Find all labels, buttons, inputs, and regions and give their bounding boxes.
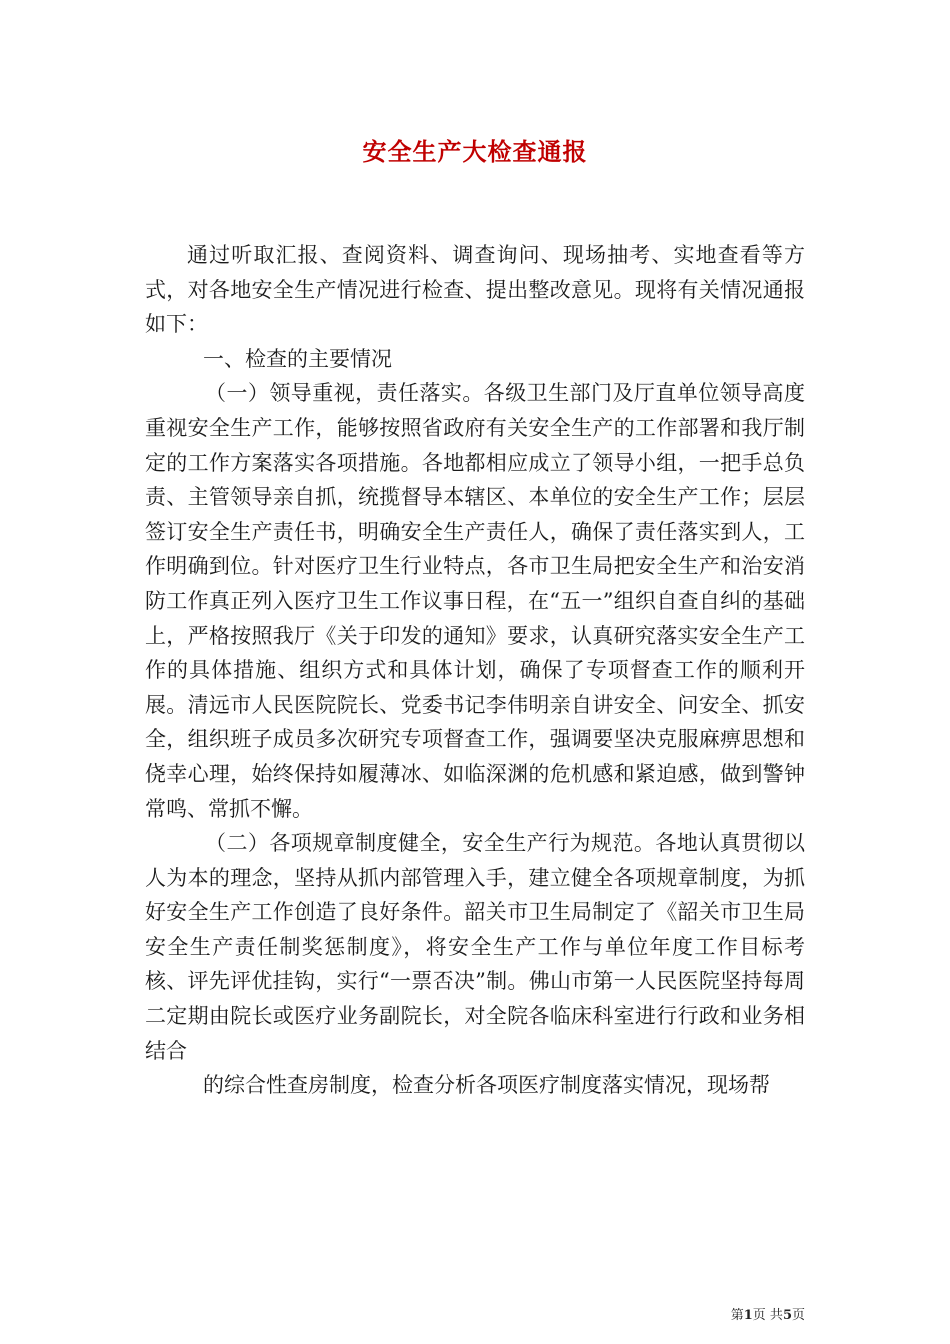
section-heading: 一、检查的主要情况 [203,346,392,371]
paragraph-continuation: 的综合性查房制度，检查分析各项医疗制度落实情况，现场帮 [203,1073,770,1098]
paragraph-intro: 通过听取汇报、查阅资料、调查询问、现场抽考、实地查看等方式，对各地安全生产情况进行检查、提出整改意见。现将有关情况通报如下： [145,243,805,337]
document-body [145,238,805,1103]
footer-prefix: 第 [730,1308,744,1323]
footer-page-number: 1 [743,1308,753,1323]
paragraph-regulations: （二）各项规章制度健全，安全生产行为规范。各地认真贯彻以人为本的理念，坚持从抓内部管理入手，建立健全各项规章制度，为抓好安全生产工作创造了良好条件。韶关市卫生局制定了《韶关市卫生局安全生产责任制奖惩制度》，将安全生产工作与单位年度工作目标考核、评先评优挂钩，实行“一票否决”制。佛山市第一人民医院坚持每周二定期由院长或医疗业务副院长，对全院各临床科室进行行政和业务相结合 [145,831,805,1063]
footer-total-pages: 5 [782,1308,792,1323]
document-title: 安全生产大检查通报 [362,137,588,166]
page-footer [731,1304,805,1323]
footer-suffix: 页 [791,1308,805,1323]
footer-middle: 页 共 [752,1308,783,1323]
paragraph-leadership: （一）领导重视，责任落实。各级卫生部门及厅直单位领导高度重视安全生产工作，能够按照省政府有关安全生产的工作部署和我厅制定的工作方案落实各项措施。各地都相应成立了领导小组，一把手总负责、主管领导亲自抓，统揽督导本辖区、本单位的安全生产工作；层层签订安全生产责任书，明确安全生产责任人，确保了责任落实到人，工作明确到位。针对医疗卫生行业特点，各市卫生局把安全生产和治安消防工作真正列入医疗卫生工作议事日程，在“五一”组织自查自纠的基础上，严格按照我厅《关于印发的通知》要求，认真研究落实安全生产工作的具体措施、组织方式和具体计划，确保了专项督查工作的顺利开展。清远市人民医院院长、党委书记李伟明亲自讲安全、问安全、抓安全，组织班子成员多次研究专项督查工作，强调要坚决克服麻痹思想和侥幸心理，始终保持如履薄冰、如临深渊的危机感和紧迫感，做到警钟常鸣、常抓不懈。 [145,381,805,821]
